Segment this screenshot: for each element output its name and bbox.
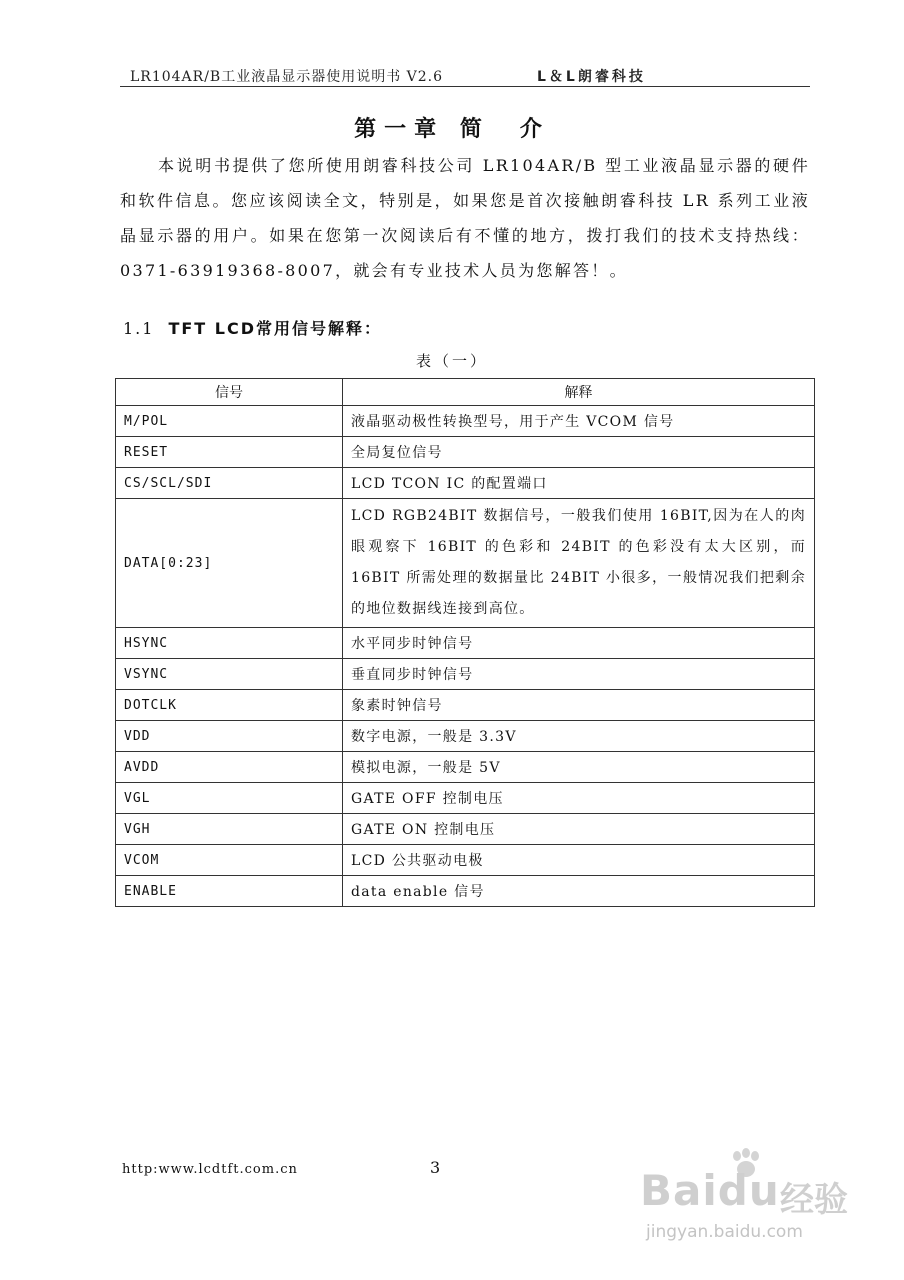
table-caption: 表（一） xyxy=(415,352,488,370)
description-cell: 水平同步时钟信号 xyxy=(343,628,815,659)
description-cell: LCD RGB24BIT 数据信号，一般我们使用 16BIT,因为在人的肉眼观察下 16BIT 的色彩和 24BIT 的色彩没有太大区别，而 16BIT 所需处理的数据量比 24BIT 小很多，一般情况我们把剩余的地位数据线连接到高位。 xyxy=(343,499,815,628)
signal-cell: RESET xyxy=(116,437,343,468)
signal-cell: HSYNC xyxy=(116,628,343,659)
header-company: L＆L朗睿科技 xyxy=(537,69,646,85)
watermark-logo: Baidu xyxy=(640,1166,780,1215)
watermark-url: jingyan.baidu.com xyxy=(646,1222,803,1242)
table-row xyxy=(116,690,815,721)
header-signal: 信号 xyxy=(116,379,343,406)
description-cell: GATE OFF 控制电压 xyxy=(343,783,815,814)
signal-table xyxy=(115,378,815,907)
section-heading xyxy=(123,316,382,339)
footer-url: http:www.lcdtft.com.cn xyxy=(122,1162,298,1177)
signal-cell: DOTCLK xyxy=(116,690,343,721)
baidu-watermark xyxy=(640,1148,860,1248)
description-cell: data enable 信号 xyxy=(343,876,815,907)
chapter-title: 第一章 简 介 xyxy=(354,117,550,142)
table-row xyxy=(116,406,815,437)
table-row xyxy=(116,876,815,907)
header-doc-title: LR104AR/B工业液晶显示器使用说明书 V2.6 xyxy=(130,69,444,85)
description-cell: 数字电源，一般是 3.3V xyxy=(343,721,815,752)
page-number: 3 xyxy=(430,1158,441,1177)
signal-cell: M/POL xyxy=(116,406,343,437)
section-number: 1.1 xyxy=(123,319,155,338)
table-row xyxy=(116,721,815,752)
signal-cell: AVDD xyxy=(116,752,343,783)
signal-cell: VCOM xyxy=(116,845,343,876)
signal-cell: VSYNC xyxy=(116,659,343,690)
signal-cell: VDD xyxy=(116,721,343,752)
description-cell: LCD 公共驱动电极 xyxy=(343,845,815,876)
header-description: 解释 xyxy=(343,379,815,406)
signal-cell: VGH xyxy=(116,814,343,845)
table-header-row xyxy=(116,379,815,406)
table-row xyxy=(116,845,815,876)
description-cell: 垂直同步时钟信号 xyxy=(343,659,815,690)
watermark-cn: 经验 xyxy=(780,1180,848,1220)
description-cell: 象素时钟信号 xyxy=(343,690,815,721)
table-row xyxy=(116,468,815,499)
signal-cell: VGL xyxy=(116,783,343,814)
signal-cell: CS/SCL/SDI xyxy=(116,468,343,499)
description-cell: GATE ON 控制电压 xyxy=(343,814,815,845)
table-row xyxy=(116,499,815,628)
description-cell: 模拟电源，一般是 5V xyxy=(343,752,815,783)
intro-paragraph: 本说明书提供了您所使用朗睿科技公司 LR104AR/B 型工业液晶显示器的硬件和软件信息。您应该阅读全文，特别是，如果您是首次接触朗睿科技 LR 系列工业液晶显示器的用户。如果在您第一次阅读后有不懂的地方，拨打我们的技术支持热线：0371-63919368-8007，就会有专业技术人员为您解答！。 xyxy=(120,156,810,280)
table-row xyxy=(116,752,815,783)
description-cell: LCD TCON IC 的配置端口 xyxy=(343,468,815,499)
table-row xyxy=(116,628,815,659)
section-title: TFT LCD常用信号解释： xyxy=(168,319,383,338)
table-row xyxy=(116,814,815,845)
signal-cell: ENABLE xyxy=(116,876,343,907)
signal-cell: DATA[0:23] xyxy=(116,499,343,628)
table-row xyxy=(116,437,815,468)
description-cell: 全局复位信号 xyxy=(343,437,815,468)
table-row xyxy=(116,783,815,814)
table-row xyxy=(116,659,815,690)
description-cell: 液晶驱动极性转换型号，用于产生 VCOM 信号 xyxy=(343,406,815,437)
header-divider xyxy=(120,86,810,87)
